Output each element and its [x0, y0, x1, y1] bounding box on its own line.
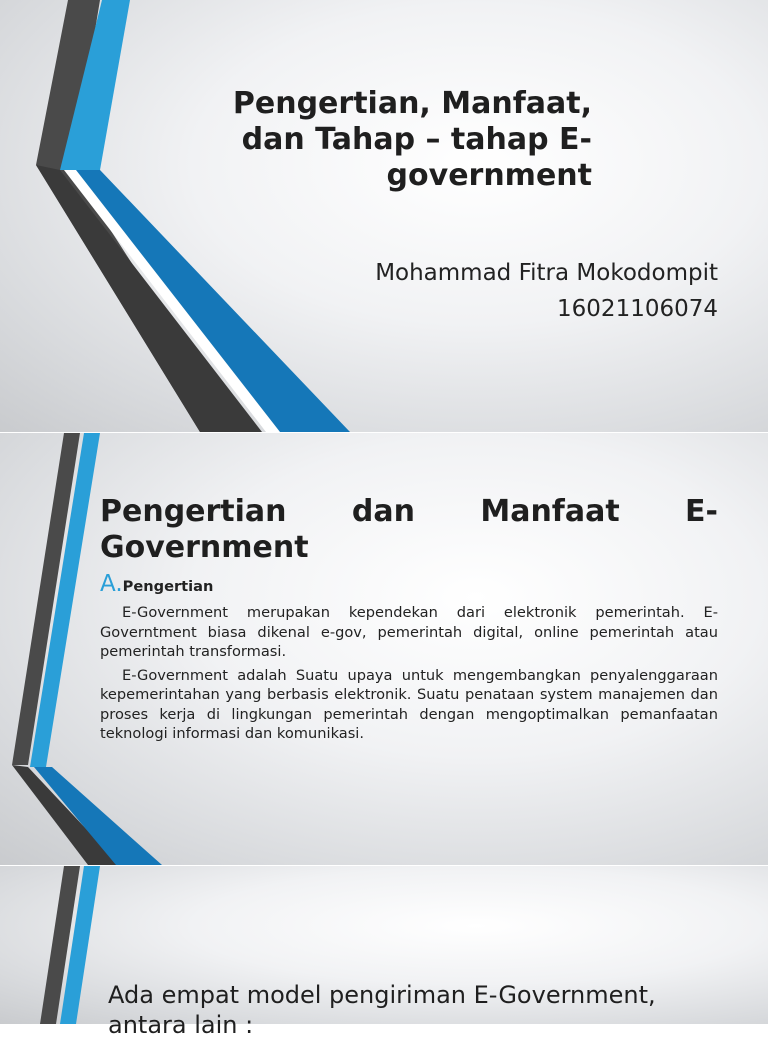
slide-1-title — [72, 86, 592, 194]
title-word: E- — [685, 494, 718, 529]
slide-2-title — [100, 494, 718, 566]
decorative-stripes — [0, 0, 768, 432]
title-word: Pengertian — [100, 494, 287, 529]
title-line: dan Tahap – tahap E- — [241, 122, 592, 157]
title-line: Pengertian, Manfaat, — [232, 86, 592, 121]
slide-2-body — [100, 571, 718, 744]
slide-3-text: Ada empat model pengiriman E-Government, antara lain : — [108, 981, 656, 1039]
section-letter: A. — [100, 571, 123, 597]
title-word: Government — [100, 530, 309, 565]
slide-1-subtitle — [258, 255, 718, 327]
dark-lower-stripe — [36, 165, 262, 432]
section-label: Pengertian — [122, 578, 214, 595]
student-id: 16021106074 — [557, 296, 718, 322]
author-name: Mohammad Fitra Mokodompit — [375, 260, 718, 286]
body-paragraph: E-Government adalah Suatu upaya untuk mengembangkan penyalenggaraan kepemerintahan yang berbasis elektronik. Suatu penataan system manajemen dan proses kerja di lingkungan pemerintah dengan mengoptimalkan pemanfaatan teknologi informasi dan komunikasi. — [100, 666, 718, 742]
title-word: dan — [351, 494, 415, 529]
white-gap-stripe — [64, 170, 280, 432]
section-heading — [100, 571, 718, 603]
title-line: government — [386, 158, 592, 193]
slide-1 — [0, 0, 768, 432]
title-word: Manfaat — [480, 494, 620, 529]
body-paragraph: E-Government merupakan kependekan dari elektronik pemerintah. E-Governtment biasa dikenal e-gov, pemerintah digital, online pemerintah atau pemerintah transformasi. — [100, 604, 718, 660]
